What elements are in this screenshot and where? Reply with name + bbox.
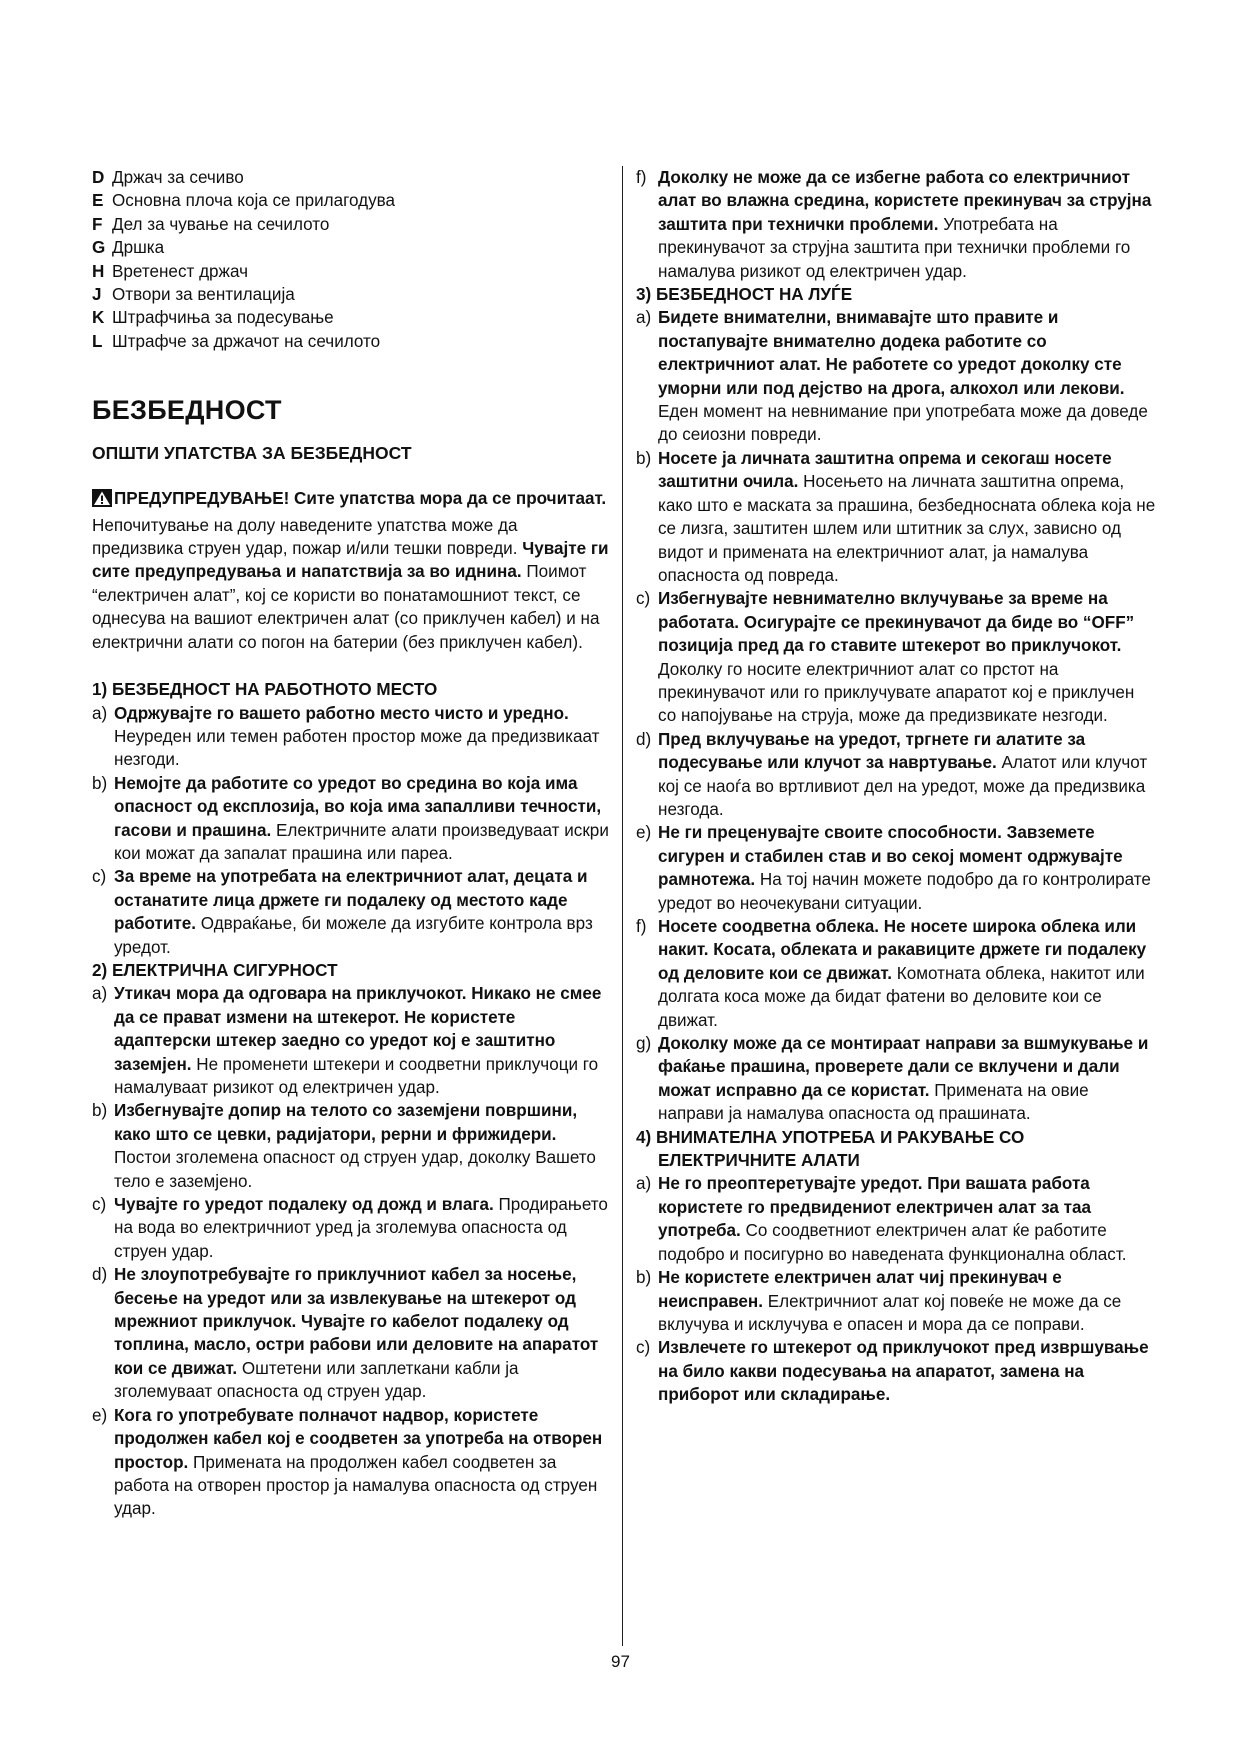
list-item: e) Не ги преценувајте своите способности. Завземете сигурен и стабилен став и во секој момент одржувајте рамнотежа. На тој начин можете подобро да го контролирате уредот во неочекувани ситуации. <box>636 823 1151 913</box>
list-item: d) Не злоупотребувајте го приклучниот кабел за носење, бесење на уредот или за извлекување на штекерот од мрежниот приклучок. Чувајте го кабелот подалеку од топлина, масло, остри рабови или деловите на апаратот кои се движат. Оштетени или заплеткани кабли ја зголемуваат опасноста од струен удар. <box>92 1265 599 1402</box>
list-item: b) Избегнувајте допир на телото со заземјени површини, како што се цевки, радијатори, рерни и фрижидери. Постои зголемена опасност од струен удар, доколку Вашето тело е заземјено. <box>92 1101 596 1191</box>
warning-paragraph: ПРЕДУПРЕДУВАЊЕ! Сите упатства мора да се прочитаат. Непочитувањe на долу наведените упатства може да предизвика струен удар, пожар и/или тешки повреди. Чувајте ги сите предупредувања и напатствија за во иднина. Поимот “електричен алат”, кој се користи во понатамошниот текст, се однесува на вашиот електричен алат (со приклучен кабел) и на електрични алати со погон на батерии (без приклучен кабел). <box>92 489 609 652</box>
list-item: c) За време на употребата на електричниот алат, децата и останатите лица држете ги подалеку од местото каде работите. Одвраќање, би можеле да изгубите контрола врз уредот. <box>92 867 593 957</box>
list-item: F Дел за чување на сечилото <box>92 214 330 234</box>
list-item: c) Чувајте го уредот подалеку од дожд и влага. Продирањето на вода во електричниот уред ја зголемува опасноста од струен удар. <box>92 1195 608 1261</box>
list-item: D Држач за сечиво <box>92 168 244 187</box>
list-item: a) Одржувајте го вашето работно место чисто и уредно. Неуреден или темен работен простор може да предизвикаат незгоди. <box>92 703 600 770</box>
list-item: K Штрафчиња за подесување <box>92 308 334 328</box>
list-item: L Штрафче за држачот на сечилото <box>92 331 381 351</box>
parts-list <box>92 166 612 353</box>
list-item: G Дршка <box>92 238 165 258</box>
list-item: a) Не го преоптеретувајте уредот. При вашата работа користете го предвидениот електричен алат за таа употреба. Со соодветниот електричен алат ќе работите подобро и посигурно во наведената функционална област. <box>636 1174 1127 1264</box>
list-item: b) Носете ја личната заштитна опрема и секогаш носете заштитни очила. Носењето на личната заштитна опрема, како што е маската за прашина, безбедносната облека која не се лизга, заштитен шлем или штитник за слух, зависно од видот и примената на електричниот алат, ја намалува опасноста од повреда. <box>636 448 1156 585</box>
group-title-electrical: 2) ЕЛЕКТРИЧНА СИГУРНОСТ <box>92 960 338 980</box>
right-column <box>636 166 1156 1407</box>
list-item: c) Извлечете го штекерот од приклучокот пред извршување на било какви подесувања на апаратот, замена на приборот или складирање. <box>636 1338 1149 1405</box>
page-number: 97 <box>611 1652 630 1671</box>
list-item: f) Доколку не може да се избегне работа со електричниот алат во влажна средина, користете прекинувач за струјна заштита при технички проблеми. Употребата на прекинувачот за струјна заштита при технички проблеми го намалува ризикот од електричен удар. <box>636 168 1152 281</box>
group-title-workplace: 1) БЕЗБЕДНОСТ НА РАБОТНОТО МЕСТО <box>92 680 438 700</box>
section-title: БЕЗБЕДНОСТ <box>92 395 282 426</box>
list-item: e) Кога го употребувате полначот надвор, користете продолжен кабел кој е соодветен за употреба на отворен простор. Примената на продолжен кабел соодветен за работа на отворен простор ја намалува опасноста од струен удар. <box>92 1405 603 1519</box>
group-title-personal: 3) БЕЗБЕДНОСТ НА ЛУЃЕ <box>636 285 853 305</box>
list-item: b) Немојте да работите со уредот во средина во која има опасност од експлозија, во која има запалливи течности, гасови и прашина. Електричните алати произведуваат искри кои можат да запалат прашина или пареа. <box>92 773 609 863</box>
left-column <box>92 166 612 1521</box>
sub-title: ОПШТИ УПАТСТВА ЗА БЕЗБЕДНОСТ <box>92 443 412 464</box>
warning-triangle-icon <box>92 489 112 513</box>
list-item: J Отвори за вентилација <box>92 285 295 305</box>
list-item: a) Бидете внимателни, внимавајте што правите и постапувајте внимателно додека работите со електричниот алат. Не работете со уредот доколку сте уморни или под дејство на дрога, алкохол или лекови. Еден момент на невнимание при употребата може да доведе до сеиозни повреди. <box>636 308 1148 445</box>
list-item: g) Доколку може да се монтираат направи за вшмукување и фаќање прашина, проверете дали се вклучени и дали можат исправно да се користат. Примената на овие направи ја намалува опасноста од прашината. <box>636 1034 1149 1124</box>
list-item: d) Пред вклучување на уредот, тргнете ги алатите за подесување или клучот за навртување. Алатот или клучот кој се наоѓа во вртливиот дел на уредот, може да предизвика незгода. <box>636 729 1148 819</box>
list-item: c) Избегнувајте невнимателно вклучување за време на работата. Осигурајте се прекинувачот да биде во “OFF” позиција пред да го ставите штекерот во приклучокот. Доколку го носите електричниот алат со прстот на прекинувачот или го приклучувате апаратот кој е приклучен со напојување на струја, може да предизвикате незгоди. <box>636 589 1135 726</box>
list-item: E Основна плоча која се прилагодува <box>92 191 396 211</box>
list-item: H Вретенест држач <box>92 261 249 281</box>
list-item: b) Не користете електричен алат чиј прекинувач е неисправен. Електричниот алат кој повеќе не може да се вклучува и исклучува е опасен и мора да се поправи. <box>636 1268 1122 1334</box>
list-item: f) Носете соодветна облека. Не носете широка облека или накит. Косата, облеката и ракавиците држете ги подалеку од деловите кои се движат. Комотната облека, накитот или долгата коса може да бидат фатени во деловите кои се движат. <box>636 917 1147 1030</box>
list-item: a) Утикач мора да одговара на приклучокот. Никако не смее да се прават измени на штекерот. Не користете адаптерски штекер заедно со уредот кој е заштитно заземјен. Не променети штекери и соодветни приклучоци го намалуваат ризикот од електричен удар. <box>92 984 602 1097</box>
group-title-tools: 4) ВНИМАТЕЛНА УПОТРЕБА И РАКУВАЊЕ СО ЕЛЕКТРИЧНИТЕ АЛАТИ <box>636 1127 1025 1171</box>
column-divider <box>622 166 623 1646</box>
